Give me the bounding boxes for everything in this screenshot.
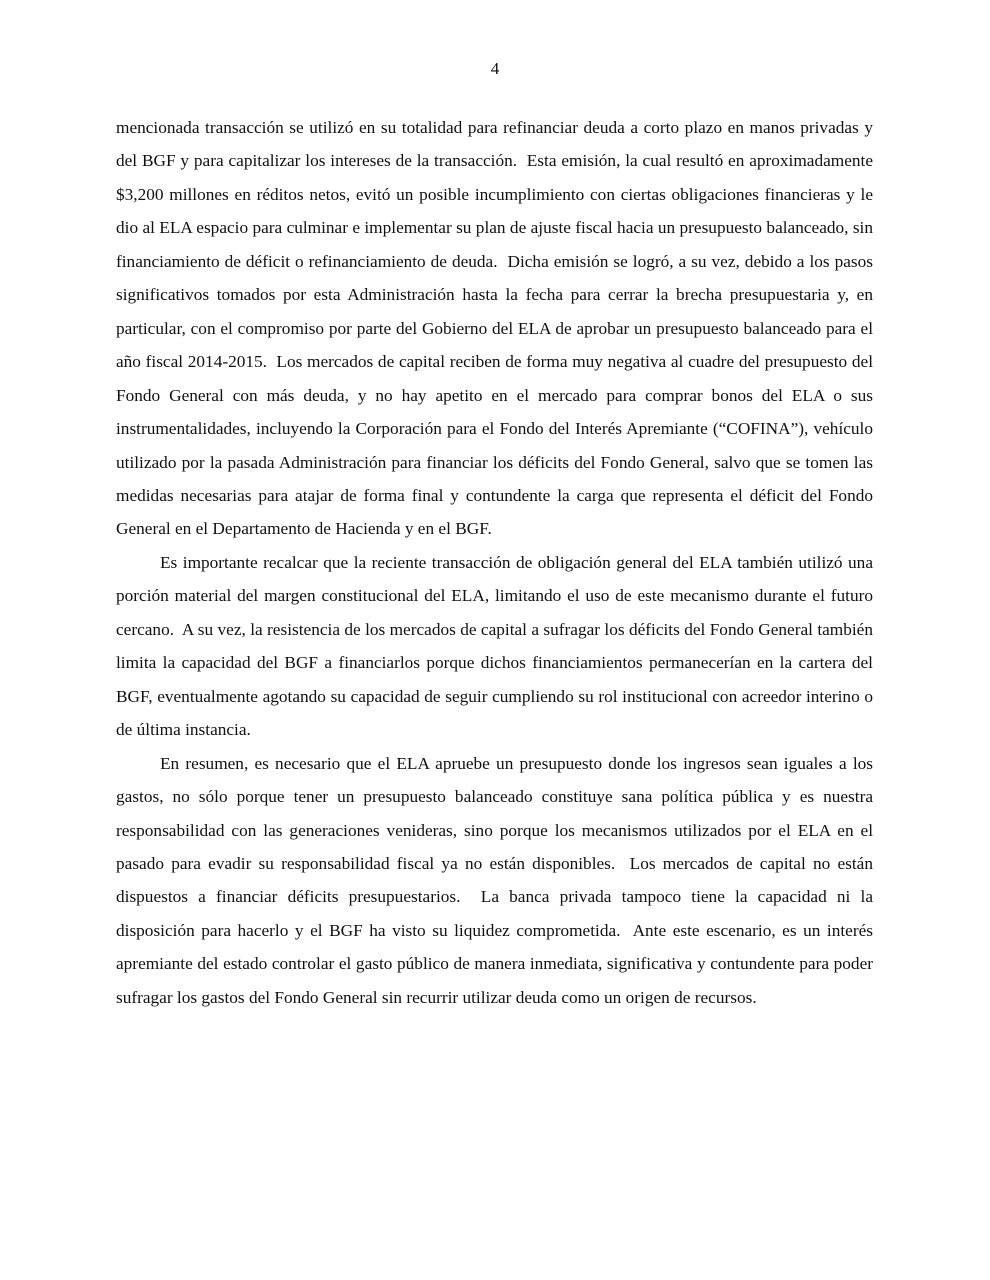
paragraph-continued: mencionada transacción se utilizó en su totalidad para refinanciar deuda a corto plazo en manos privadas y del BGF y para capitalizar los intereses de la transacción. Esta emisión, la cual resultó en aproximadamente $3,200 millones en réditos netos, evitó un posible incumplimiento con ciertas obligaciones financieras y le dio al ELA espacio para culminar e implementar su plan de ajuste fiscal hacia un presupuesto balanceado, sin financiamiento de déficit o refinanciamiento de deuda. Dicha emisión se logró, a su vez, debido a los pasos significativos tomados por esta Administración hasta la fecha para cerrar la brecha presupuestaria y, en particular, con el compromiso por parte del Gobierno del ELA de aprobar un presupuesto balanceado para el año fiscal 2014-2015. Los mercados de capital reciben de forma muy negativa al cuadre del presupuesto del Fondo General con más deuda, y no hay apetito en el mercado para comprar bonos del ELA o sus instrumentalidades, incluyendo la Corporación para el Fondo del Interés Apremiante (“COFINA”), vehículo utilizado por la pasada Administración para financiar los déficits del Fondo General, salvo que se tomen las medidas necesarias para atajar de forma final y contundente la carga que representa el déficit del Fondo General en el Departamento de Hacienda y en el BGF. <box>116 118 873 539</box>
body-text <box>116 111 873 1014</box>
paragraph-summary: En resumen, es necesario que el ELA apruebe un presupuesto donde los ingresos sean iguales a los gastos, no sólo porque tener un presupuesto balanceado constituye sana política pública y es nuestra responsabilidad con las generaciones venideras, sino porque los mecanismos utilizados por el ELA en el pasado para evadir su responsabilidad fiscal ya no están disponibles. Los mercados de capital no están dispuestos a financiar déficits presupuestarios. La banca privada tampoco tiene la capacidad ni la disposición para hacerlo y el BGF ha visto su liquidez comprometida. Ante este escenario, es un interés apremiante del estado controlar el gasto público de manera inmediata, significativa y contundente para poder sufragar los gastos del Fondo General sin recurrir utilizar deuda como un origen de recursos. <box>116 753 873 1007</box>
page-number: 4 <box>490 59 500 78</box>
paragraph-constitutional-margin: Es importante recalcar que la reciente transacción de obligación general del ELA también utilizó una porción material del margen constitucional del ELA, limitando el uso de este mecanismo durante el futuro cercano. A su vez, la resistencia de los mercados de capital a sufragar los déficits del Fondo General también limita la capacidad del BGF a financiarlos porque dichos financiamientos permanecerían en la cartera del BGF, eventualmente agotando su capacidad de seguir cumpliendo su rol institucional con acreedor interino o de última instancia. <box>116 552 873 740</box>
